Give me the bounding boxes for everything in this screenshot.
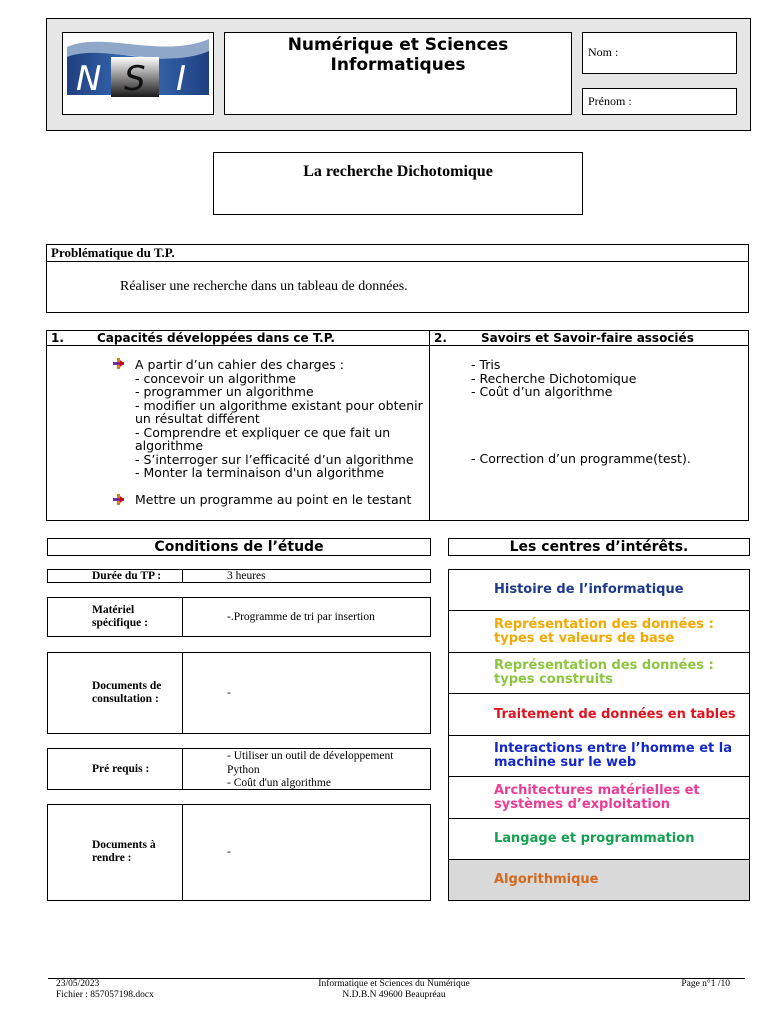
footer-center-line2: N.D.B.N 49600 Beaupréau (342, 990, 446, 1000)
centre-item-interactions-web: Interactions entre l’homme et la machine sur le web (448, 735, 750, 777)
nom-field[interactable] (582, 32, 737, 74)
nom-label: Nom : (588, 45, 619, 59)
conditions-title: Conditions de l’étude (47, 538, 431, 556)
logo-letter-n: N (76, 59, 102, 99)
prenom-label: Prénom : (588, 94, 632, 108)
capacites-line: - modifier un algorithme existant pour obtenir (135, 397, 423, 413)
logo-letter-i: I (176, 59, 187, 99)
capacites-heading (46, 330, 430, 346)
condition-value: -.Programme de tri par insertion (227, 611, 375, 623)
condition-value: 3 heures (227, 570, 266, 582)
condition-value: - Utiliser un outil de développement Python - Coût d'un algorithme (227, 750, 394, 789)
bullet-arrow-icon (113, 494, 124, 505)
centre-item-architectures: Architectures matérielles et systèmes d’exploitation (448, 776, 750, 819)
centre-item-algorithmique: Algorithmique (448, 859, 750, 901)
problematique-heading: Problématique du T.P. (46, 244, 749, 262)
savoirs-title: Savoirs et Savoir-faire associés (481, 331, 694, 345)
logo-letter-s: S (124, 59, 146, 99)
centre-item-representation-base: Représentation des données : types et valeurs de base (448, 610, 750, 653)
condition-row-documents-rendre (47, 804, 431, 901)
problematique-text: Réaliser une recherche dans un tableau de données. (46, 261, 749, 313)
capacites-line: algorithme (135, 438, 204, 453)
condition-label: Durée du TP : (92, 570, 162, 582)
savoirs-item: - Tris (471, 357, 501, 372)
course-title-line2: Informatiques (330, 55, 466, 75)
condition-label: Matériel spécifique : (92, 604, 148, 629)
savoirs-number: 2. (434, 331, 447, 345)
condition-row-materiel (47, 597, 431, 637)
capacites-line: - S’interroger sur l’efficacité d’un algorithme (135, 451, 414, 467)
course-title (224, 32, 572, 115)
centre-item-langage: Langage et programmation (448, 818, 750, 860)
footer-filename: Fichier : 857057198.docx (56, 990, 154, 1000)
document-title: La recherche Dichotomique (213, 152, 583, 215)
bullet-arrow-icon (113, 358, 124, 369)
savoirs-item: - Recherche Dichotomique (471, 370, 637, 386)
footer-page-number: Page n°1 /10 (681, 979, 730, 989)
capacites-line: - Monter la terminaison d'un algorithme (135, 465, 385, 480)
capacites-number: 1. (51, 331, 64, 345)
centres-title: Les centres d’intérêts. (448, 538, 750, 556)
capacites-title: Capacités développées dans ce T.P. (97, 331, 335, 345)
condition-value: - (227, 846, 231, 858)
capacites-line: A partir d’un cahier des charges : (135, 357, 345, 372)
condition-label: Documents de consultation : (92, 680, 162, 705)
footer-date: 23/05/2023 (56, 979, 100, 989)
savoirs-list (429, 345, 749, 521)
capacites-line: - Comprendre et expliquer ce que fait un (135, 424, 391, 440)
condition-row-documents-consultation (47, 652, 431, 734)
capacites-list (46, 345, 430, 521)
condition-value: - (227, 687, 231, 699)
course-title-line1: Numérique et Sciences (287, 35, 509, 55)
centre-item-traitement-tables: Traitement de données en tables (448, 693, 750, 736)
savoirs-heading (429, 330, 749, 346)
capacites-item-testing: Mettre un programme au point en le testant (135, 492, 412, 507)
prenom-field[interactable] (582, 88, 737, 115)
centre-item-histoire: Histoire de l’informatique (448, 569, 750, 611)
capacites-line: - programmer un algorithme (135, 384, 314, 399)
condition-label: Pré requis : (92, 763, 150, 775)
nsi-logo-graphic (63, 33, 213, 114)
condition-row-duree (47, 569, 431, 583)
capacites-line: - concevoir un algorithme (135, 370, 296, 386)
nsi-logo (62, 32, 214, 115)
capacites-line: un résultat différent (135, 411, 260, 426)
condition-label: Documents à rendre : (92, 839, 156, 864)
footer-center-line1: Informatique et Sciences du Numérique (318, 979, 470, 989)
centre-item-representation-construits: Représentation des données : types construits (448, 652, 750, 694)
savoirs-item: - Correction d’un programme(test). (471, 451, 691, 466)
condition-row-prerequis (47, 748, 431, 790)
savoirs-item: - Coût d’un algorithme (471, 384, 613, 399)
